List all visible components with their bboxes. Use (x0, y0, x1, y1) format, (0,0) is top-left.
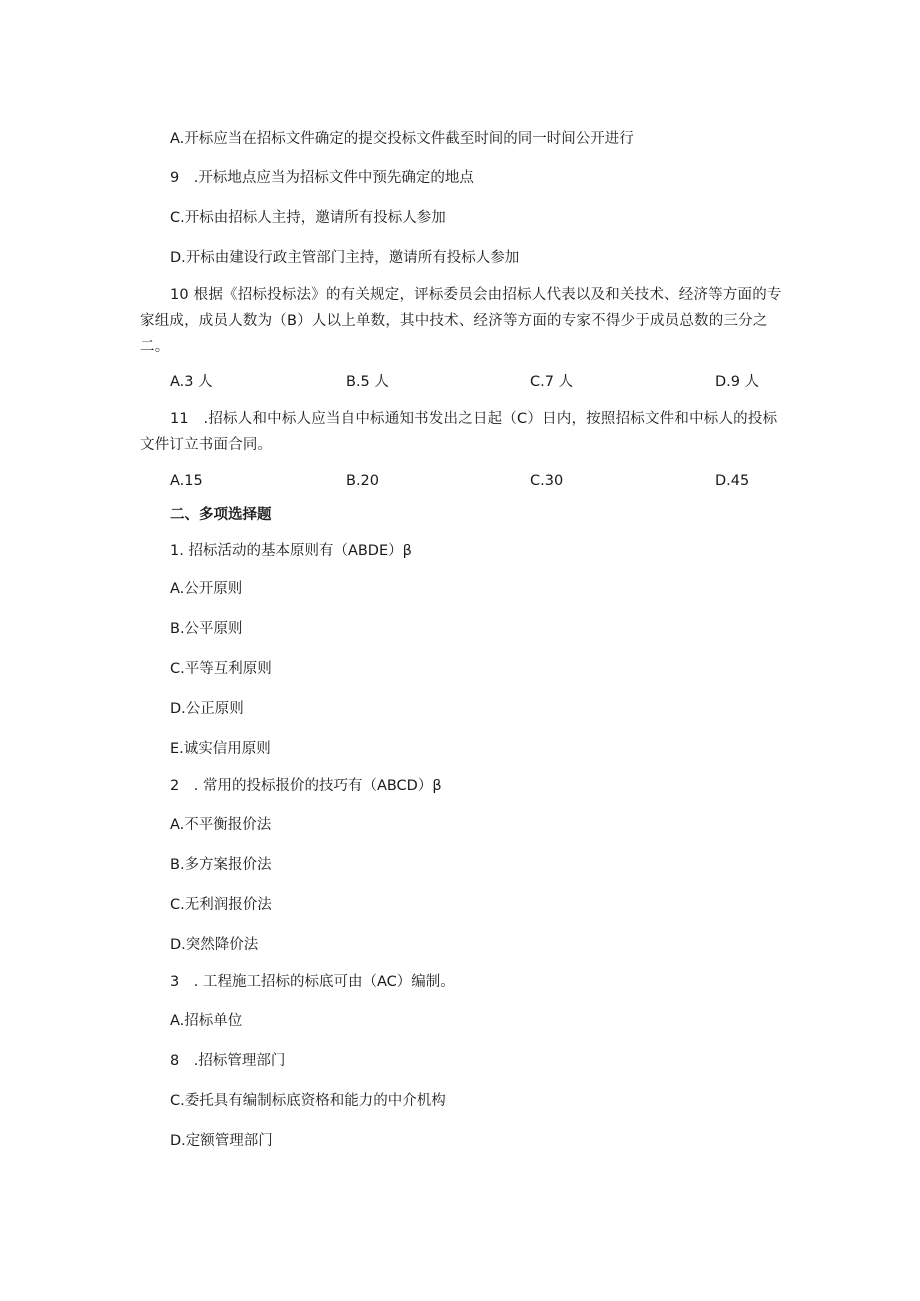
mcq-2-question: 2 . 常用的投标报价的技巧有（ABCD）β (170, 778, 442, 794)
option-line: D.开标由建设行政主管部门主持，邀请所有投标人参加 (170, 250, 520, 266)
mcq-1-option: B.公平原则 (170, 621, 243, 637)
q10-option-a: A.3 人 (170, 374, 213, 390)
mcq-1-option: A.公开原则 (170, 581, 243, 597)
q11-option-c: C.30 (530, 473, 564, 489)
mcq-1-question: 1. 招标活动的基本原则有（ABDE）β (170, 543, 412, 559)
mcq-3-question: 3 . 工程施工招标的标底可由（AC）编制。 (170, 974, 455, 990)
option-line: 9 .开标地点应当为招标文件中预先确定的地点 (170, 170, 474, 186)
q11-option-b: B.20 (346, 473, 380, 489)
q10-option-c: C.7 人 (530, 374, 574, 390)
section-heading: 二、多项选择题 (170, 507, 272, 523)
mcq-1-option: C.平等互利原则 (170, 661, 272, 677)
q11-option-a: A.15 (170, 473, 203, 489)
mcq-2-option: A.不平衡报价法 (170, 817, 272, 833)
mcq-3-option: D.定额管理部门 (170, 1133, 273, 1149)
q11-option-d: D.45 (715, 473, 750, 489)
mcq-2-option: C.无利润报价法 (170, 897, 272, 913)
mcq-3-option: C.委托具有编制标底资格和能力的中介机构 (170, 1093, 446, 1109)
mcq-1-option: D.公正原则 (170, 701, 244, 717)
mcq-1-option: E.诚实信用原则 (170, 741, 271, 757)
mcq-2-option: D.突然降价法 (170, 937, 259, 953)
q10-option-b: B.5 人 (346, 374, 389, 390)
option-line: A.开标应当在招标文件确定的提交投标文件截至时间的同一时间公开进行 (170, 131, 634, 147)
question-10-text: 10 根据《招标投标法》的有关规定，评标委员会由招标人代表以及和关技术、经济等方面的专家组成，成员人数为（B）人以上单数，其中技术、经济等方面的专家不得少于成员总数的三分之二。 (140, 287, 782, 355)
option-line: C.开标由招标人主持，邀请所有投标人参加 (170, 210, 446, 226)
q10-option-d: D.9 人 (715, 374, 760, 390)
mcq-3-option: 8 .招标管理部门 (170, 1053, 286, 1069)
mcq-2-option: B.多方案报价法 (170, 857, 272, 873)
question-11-text: 11 .招标人和中标人应当自中标通知书发出之日起（C）日内，按照招标文件和中标人的投标文件订立书面合同。 (140, 411, 778, 453)
mcq-3-option: A.招标单位 (170, 1013, 243, 1029)
